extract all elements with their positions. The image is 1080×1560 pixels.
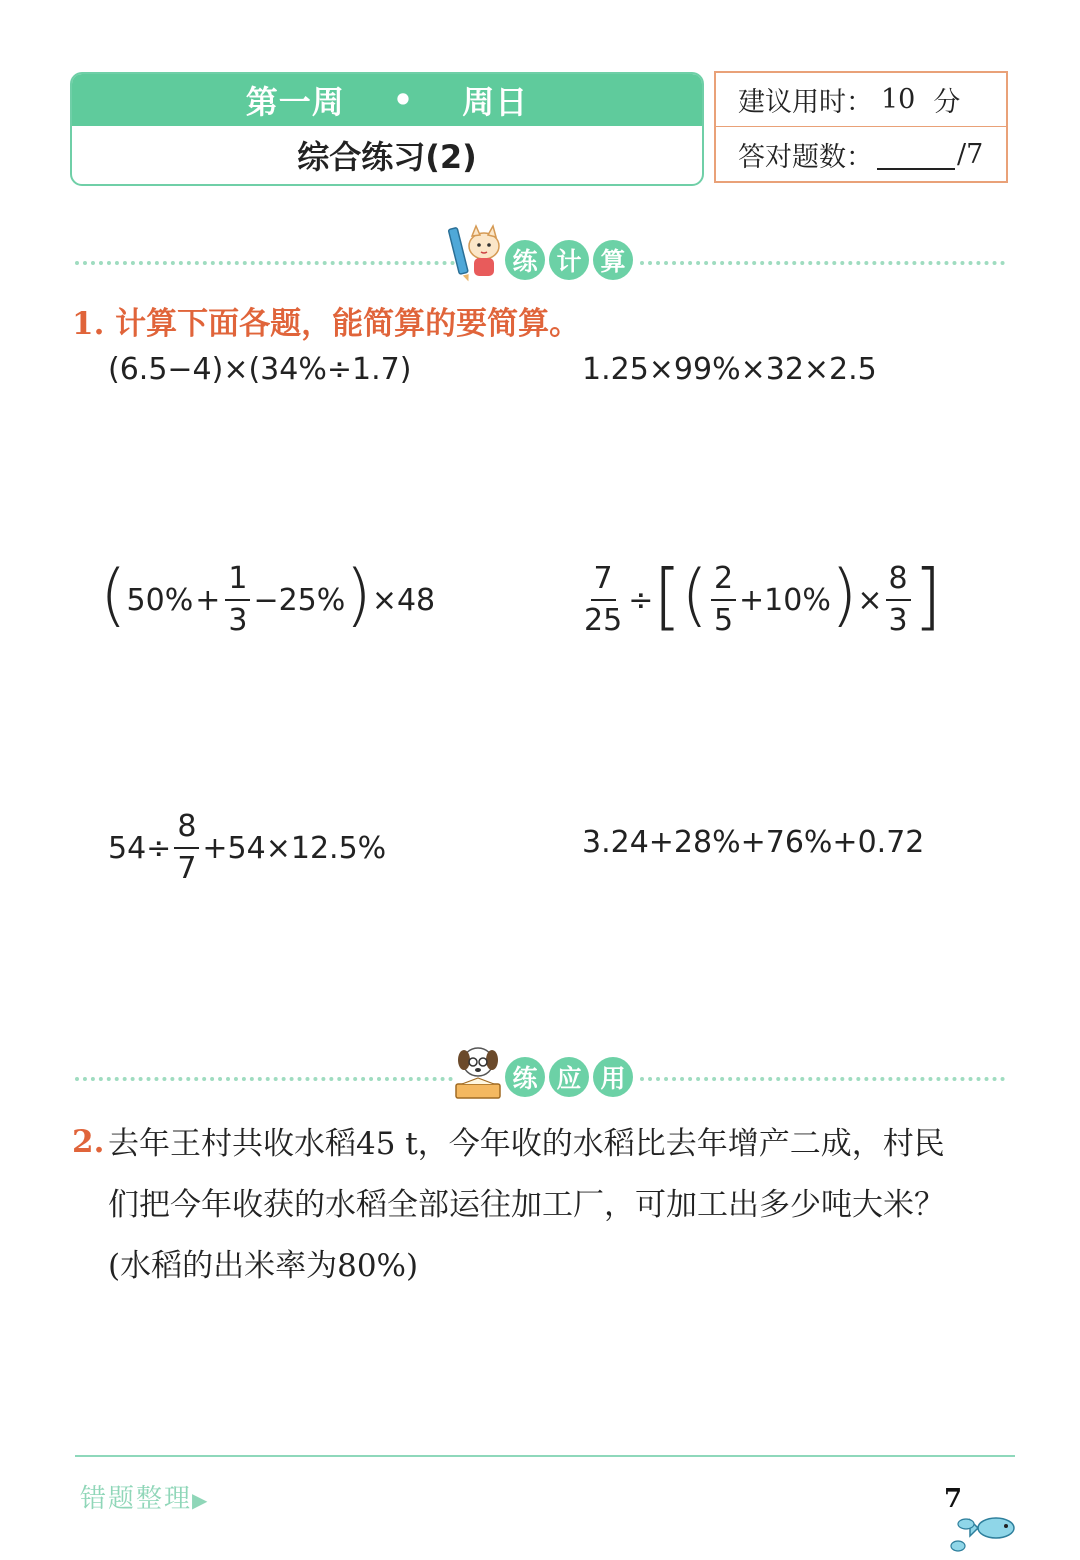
denominator: 5 <box>713 603 734 638</box>
error-review-link[interactable] <box>80 1478 209 1515</box>
denominator: 3 <box>888 603 908 638</box>
badge-char: 算 <box>593 240 633 280</box>
suggested-time-value: 10 <box>881 84 916 115</box>
denominator: 25 <box>584 603 623 638</box>
open-paren: ( <box>681 556 708 635</box>
play-arrow-icon: ▶ <box>192 1488 210 1512</box>
badge-char: 练 <box>505 240 545 280</box>
term: 50% <box>126 582 194 618</box>
suggested-time-row <box>716 73 1006 127</box>
dog-reading-icon <box>448 1040 508 1104</box>
head: 54÷ <box>108 830 172 866</box>
lesson-header <box>70 72 704 186</box>
tail: +54×12.5% <box>202 830 387 866</box>
denominator: 7 <box>177 851 197 886</box>
badge-char: 计 <box>549 240 589 280</box>
question-2-line: 去年王村共收水稻45 t，今年收的水稻比去年增产二成，村民 <box>108 1126 945 1162</box>
question-1-number: 1. <box>72 306 105 342</box>
week-label: 第一周 <box>245 83 345 121</box>
open-bracket: [ <box>653 554 682 638</box>
badge-char: 练 <box>505 1057 545 1097</box>
footer-rule <box>75 1455 1015 1457</box>
question-1-text: 计算下面各题，能简算的要简算。 <box>115 306 581 342</box>
problem-2: 1.25×99%×32×2.5 <box>582 352 877 387</box>
suggested-time-unit: 分 <box>933 87 961 118</box>
fraction <box>886 561 911 638</box>
plus-sign: + <box>195 582 221 618</box>
question-1-title <box>72 298 580 343</box>
numerator: 7 <box>591 564 616 601</box>
fish-icon <box>944 1514 1024 1556</box>
close-paren: ) <box>830 556 858 635</box>
question-2-line: 们把今年收获的水稻全部运往加工厂，可加工出多少吨大米？ <box>108 1187 945 1223</box>
numerator: 1 <box>225 564 250 601</box>
section-badge-calc <box>505 240 633 280</box>
lesson-title: 综合练习(2) <box>297 138 477 176</box>
correct-count-row <box>716 127 1006 181</box>
close-bracket: ] <box>913 554 942 638</box>
question-2-text <box>108 1114 1018 1297</box>
time-score-box <box>714 71 1008 183</box>
divider-left <box>75 261 455 265</box>
fraction <box>174 809 199 886</box>
open-paren: ( <box>100 556 127 635</box>
denominator: 3 <box>228 603 248 638</box>
problem-3 <box>100 558 435 642</box>
cat-pencil-icon <box>448 222 508 284</box>
question-2-line: (水稻的出米率为80%) <box>108 1248 419 1284</box>
section-badge-apply <box>505 1057 633 1097</box>
numerator: 8 <box>886 564 911 601</box>
close-paren: ) <box>345 556 372 635</box>
suggested-time-label: 建议用时： <box>738 87 873 118</box>
question-2-number: 2. <box>72 1124 105 1160</box>
page-number: 7 <box>944 1484 963 1514</box>
fraction <box>581 561 625 638</box>
week-day-bar <box>72 74 702 126</box>
numerator: 8 <box>174 812 199 849</box>
term: −25% <box>253 582 346 618</box>
problem-1: (6.5−4)×(34%÷1.7) <box>108 352 412 387</box>
term: +10% <box>739 582 831 618</box>
correct-count-label: 答对题数： <box>738 141 873 173</box>
day-label: 周日 <box>462 83 529 121</box>
separator-dot: • <box>392 81 415 119</box>
divide-sign: ÷ <box>628 582 654 618</box>
numerator: 2 <box>711 564 736 601</box>
problem-5 <box>108 806 386 890</box>
correct-count-blank[interactable] <box>877 138 955 170</box>
badge-char: 用 <box>593 1057 633 1097</box>
times-sign: × <box>857 582 883 618</box>
problem-4 <box>578 554 942 642</box>
tail: ×48 <box>371 582 436 618</box>
correct-count-total: /7 <box>957 138 984 170</box>
fraction <box>225 561 250 638</box>
fraction <box>711 561 736 638</box>
error-review-label: 错题整理 <box>80 1484 193 1514</box>
divider-right <box>640 1077 1005 1081</box>
divider-right <box>640 261 1005 265</box>
badge-char: 应 <box>549 1057 589 1097</box>
problem-6: 3.24+28%+76%+0.72 <box>582 825 925 860</box>
divider-left <box>75 1077 453 1081</box>
